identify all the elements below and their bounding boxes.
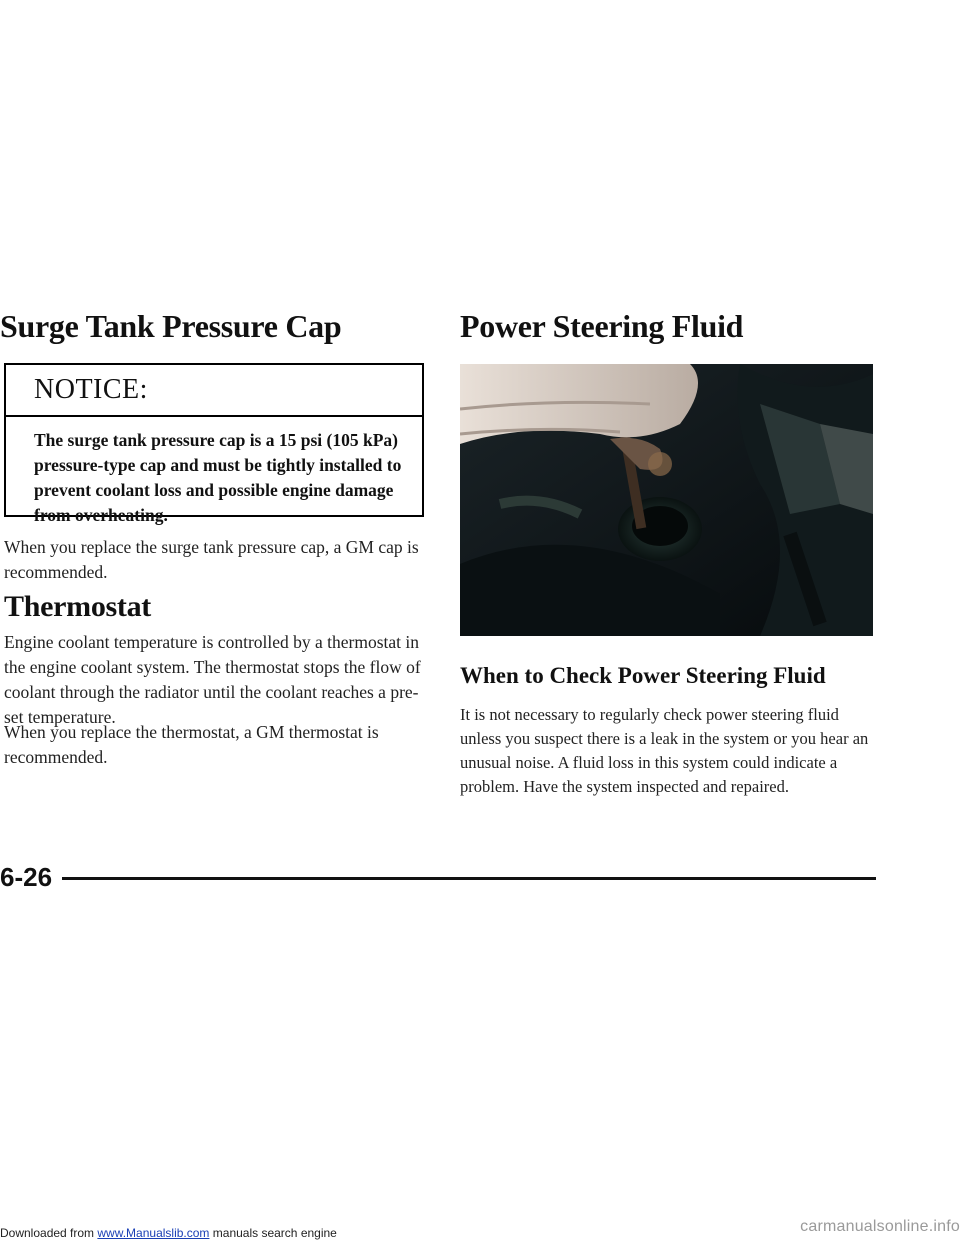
check-fluid-title: When to Check Power Steering Fluid — [460, 663, 826, 688]
watermark-suffix: manuals search engine — [209, 1226, 337, 1240]
notice-heading: NOTICE: — [34, 374, 148, 405]
thermostat-paragraph-2: When you replace the thermostat, a GM thermostat is recommended. — [4, 722, 379, 767]
surge-tank-title: Surge Tank Pressure Cap — [0, 308, 342, 344]
footer-rule — [62, 877, 876, 880]
notice-divider — [6, 415, 422, 417]
page-number: 6-26 — [0, 862, 53, 892]
download-watermark — [0, 1226, 337, 1240]
site-watermark: carmanualsonline.info — [800, 1218, 960, 1235]
engine-photo-illustration — [460, 364, 873, 636]
thermostat-paragraph-1: Engine coolant temperature is controlled by a thermostat in the engine coolant system. The thermostat stops the flow of coolant through the radiator until the coolant reaches a pre-set temperature. — [4, 632, 421, 727]
power-steering-photo — [460, 364, 873, 636]
thermostat-title: Thermostat — [4, 590, 151, 623]
surge-paragraph: When you replace the surge tank pressure cap, a GM cap is recommended. — [4, 537, 419, 582]
notice-text: The surge tank pressure cap is a 15 psi (105 kPa) pressure-type cap and must be tightly installed to prevent coolant loss and possible engine damage from overheating. — [34, 430, 402, 525]
power-steering-title: Power Steering Fluid — [460, 308, 744, 344]
notice-box — [4, 363, 424, 525]
check-fluid-paragraph: It is not necessary to regularly check power steering fluid unless you suspect there is a leak in the system or you hear an unusual noise. A fluid loss in this system could indicate a problem. Have the system inspected and repaired. — [460, 705, 869, 796]
watermark-prefix: Downloaded from — [0, 1226, 98, 1240]
manualslib-link[interactable]: www.Manualslib.com — [97, 1226, 210, 1240]
